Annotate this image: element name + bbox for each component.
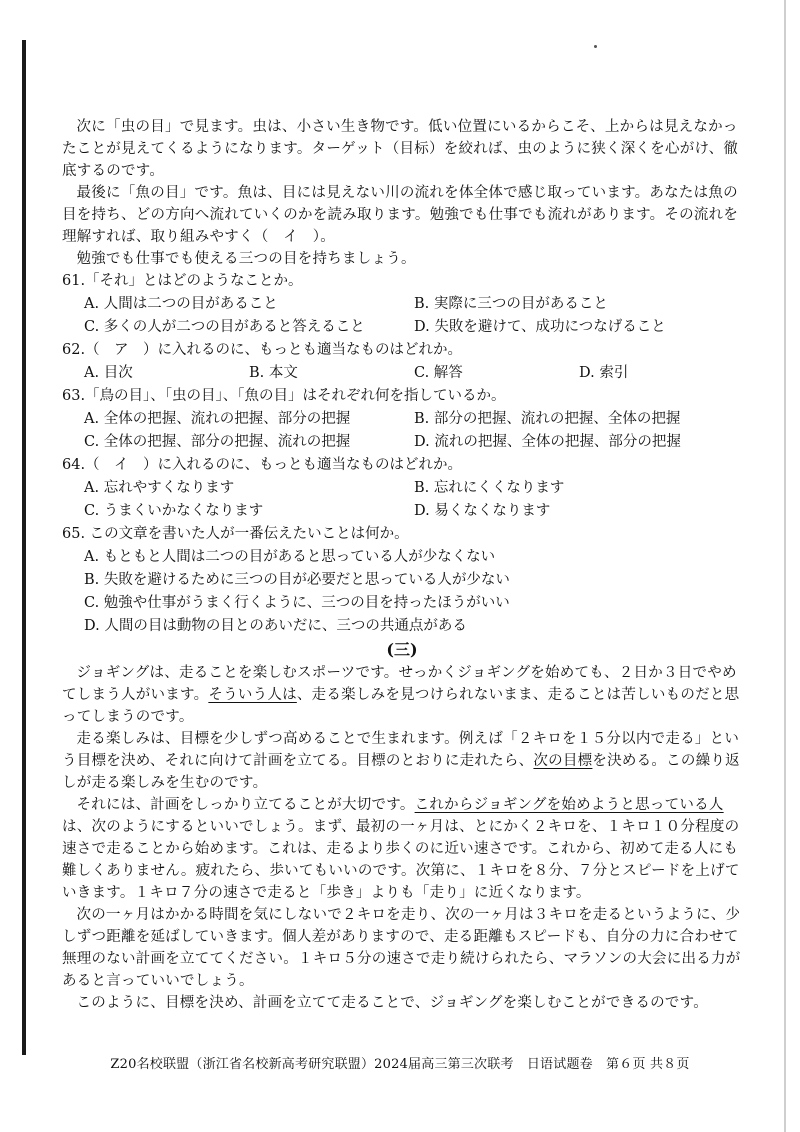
passage-paragraph: このように、目標を決め、計画を立てて走ることで、ジョギングを楽しむことができるのです。 <box>76 995 708 1011</box>
scan-edge-left <box>22 40 26 1055</box>
passage-paragraph: 最後に「魚の目」です。魚は、目には見えない川の流れを体全体で感じ取っています。あなたは魚の目を持ち、どの方向へ流れていくのかを読み取ります。勉強でも仕事でも流れがあります。その流れを理解すれば、取り組みやすく（ イ ）。 <box>62 185 739 245</box>
option-d: D. 索引 <box>579 365 629 381</box>
option-a: A. 目次 <box>84 365 133 381</box>
underlined-phrase: 次の目標 <box>533 753 593 769</box>
option-c: C. うまくいかなくなります <box>84 503 264 519</box>
option-a: A. 忘れやすくなります <box>84 480 235 496</box>
option-b: B. 部分の把握、流れの把握、全体の把握 <box>414 411 681 427</box>
question-stem: 61.「それ」とはどのようなことか。 <box>62 273 303 289</box>
underlined-phrase: これからジョギングを始めようと思っている人 <box>414 797 724 813</box>
section-title: (三) <box>386 640 418 659</box>
option-c: C. 勉強や仕事がうまく行くように、三つの目を持ったほうがいい <box>84 595 510 611</box>
question-63 <box>62 385 742 454</box>
option-list <box>62 408 742 454</box>
passage-paragraph <box>62 794 742 904</box>
text-run: それには、計画をしっかり立てることが大切です。 <box>76 797 415 813</box>
option-a: A. 全体の把握、流れの把握、部分の把握 <box>84 411 351 427</box>
scan-speck <box>594 45 597 48</box>
exam-page <box>62 116 742 1014</box>
option-list <box>62 293 742 339</box>
option-a: A. 人間は二つの目があること <box>84 296 278 312</box>
underlined-phrase: そういう人は <box>208 687 297 703</box>
scan-edge-right <box>784 0 786 1132</box>
text-run: ジョギングは、走ることを楽しむスポーツです。せっかくジョギングを始めても、２日か３日でやめてしまう人がいます。 <box>62 665 737 703</box>
option-d: D. 易くなくなります <box>414 503 551 519</box>
page-footer: Z20名校联盟（浙江省名校新高考研究联盟）2024届高三第三次联考 日语试题卷 第６页 共８页 <box>110 1057 690 1072</box>
question-64 <box>62 454 742 523</box>
question-stem: 65. この文章を書いた人が一番伝えたいことは何か。 <box>62 526 409 542</box>
passage-paragraph <box>62 728 742 794</box>
passage-paragraph: 次に「虫の目」で見ます。虫は、小さい生き物です。低い位置にいるからこそ、上からは見えなかったことが見えてくるようになります。ターゲット（目标）を絞れば、虫のように狭く深くを心がけ、徹底するのです。 <box>62 119 739 179</box>
text-run: は、次のようにするといいでしょう。まず、最初の一ヶ月は、とにかく２キロを、１キロ１０分程度の速さで走ることから始めます。これは、走るより歩くのに近い速さです。これから、初めて走る人にも難しくありません。疲れたら、歩いてもいいのです。次第に、１キロを８分、７分とスピードを上げていきます。１キロ７分の速さで走ると「歩き」よりも「走り」に近くなります。 <box>62 819 740 901</box>
question-stem: 62.（ ア ）に入れるのに、もっとも適当なものはどれか。 <box>62 342 463 358</box>
option-a: A. もともと人間は二つの目があると思っている人が少なくない <box>84 549 496 565</box>
text-run: 、走る楽しみを見つけられないまま、走ることは苦しいものだと思ってしまうのです。 <box>62 687 740 725</box>
option-c: C. 多くの人が二つの目があると答えること <box>84 319 365 335</box>
question-stem: 63.「鳥の目」、「虫の目」、「魚の目」はそれぞれ何を指しているか。 <box>62 388 506 404</box>
passage-paragraph <box>62 662 742 728</box>
question-61 <box>62 270 742 339</box>
option-list <box>62 362 742 385</box>
passage-paragraph: 次の一ヶ月はかかる時間を気にしないで２キロを走り、次の一ヶ月は３キロを走るというように、少しずつ距離を延ばしていきます。個人差がありますので、走る距離もスピードも、自分の力に合わせて無理のない計画を立ててください。１キロ５分の速さで走り続けられたら、マラソンの大会に出る力があると言っていいでしょう。 <box>62 907 741 989</box>
option-b: B. 失敗を避けるために三つの目が必要だと思っている人が少ない <box>84 572 510 588</box>
option-list <box>62 546 742 638</box>
passage-paragraph: 勉強でも仕事でも使える三つの目を持ちましょう。 <box>76 251 416 267</box>
question-62 <box>62 339 742 385</box>
option-c: C. 解答 <box>414 365 463 381</box>
option-d: D. 流れの把握、全体の把握、部分の把握 <box>414 434 681 450</box>
option-c: C. 全体の把握、部分の把握、流れの把握 <box>84 434 351 450</box>
option-d: D. 失敗を避けて、成功につなげること <box>414 319 666 335</box>
question-65 <box>62 523 742 638</box>
text-run: 走る楽しみは、目標を少しずつ高めることで生まれます。例えば「２キロを１５分以内で走る」という目標を決め、それに向けて計画を立てる。目標のとおりに走れたら、 <box>62 731 740 769</box>
option-list <box>62 477 742 523</box>
text-run: を決める。この繰り返しが走る楽しみを生むのです。 <box>62 753 740 791</box>
option-b: B. 本文 <box>249 365 298 381</box>
option-b: B. 実際に三つの目があること <box>414 296 608 312</box>
question-stem: 64.（ イ ）に入れるのに、もっとも適当なものはどれか。 <box>62 457 463 473</box>
option-d: D. 人間の目は動物の目とのあいだに、三つの共通点がある <box>84 618 467 634</box>
option-b: B. 忘れにくくなります <box>414 480 565 496</box>
